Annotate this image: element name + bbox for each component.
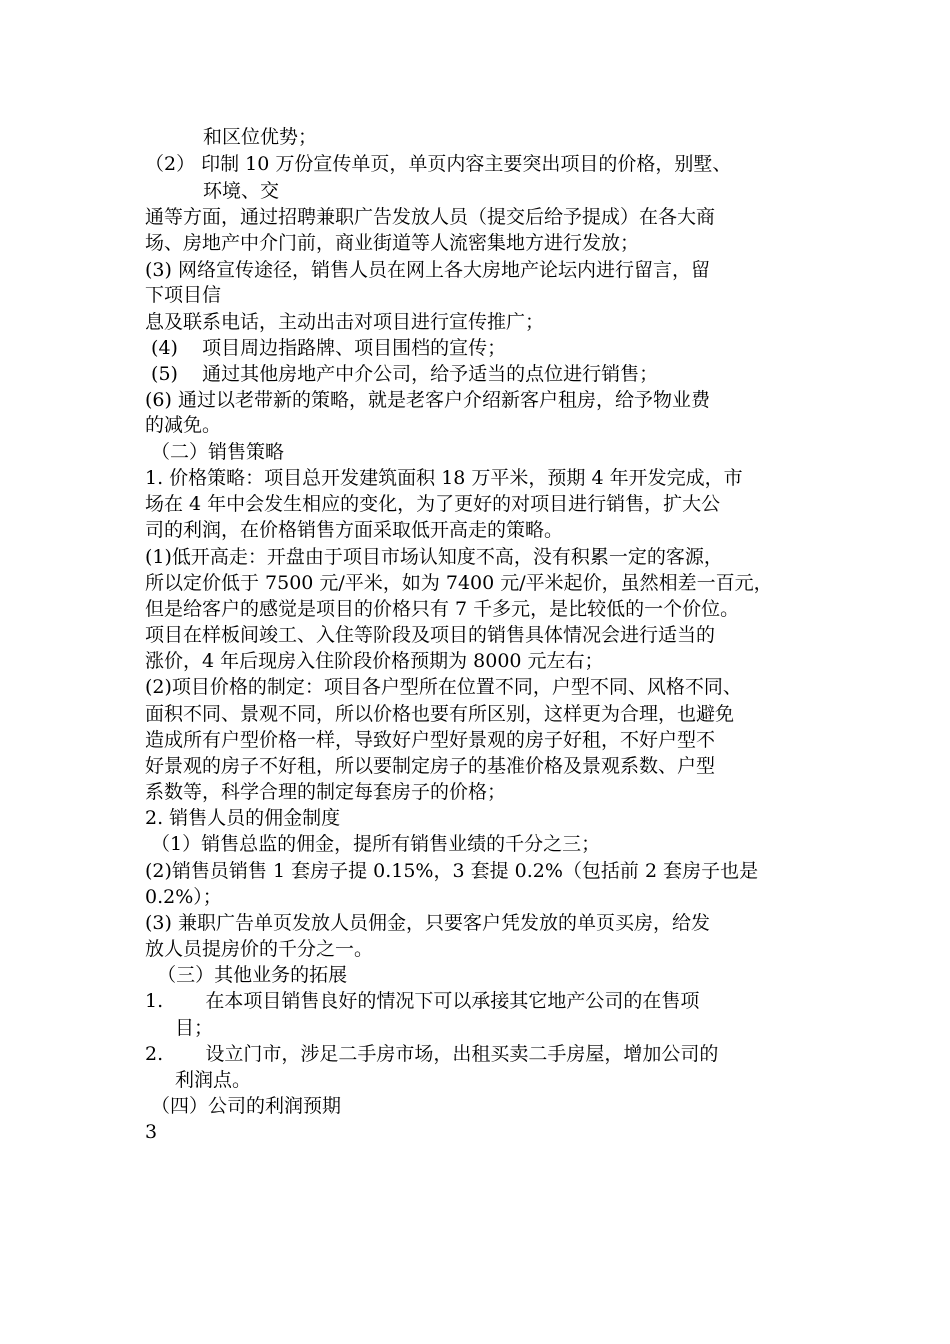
text-line: (4) 项目周边指路牌、项目围档的宣传； [145, 337, 507, 359]
text-line: (3) 兼职广告单页发放人员佣金，只要客户凭发放的单页买房，给发 [145, 912, 710, 934]
text-line: (2)项目价格的制定：项目各户型所在位置不同，户型不同、风格不同、 [145, 676, 742, 698]
text-line: 涨价，4 年后现房入住阶段价格预期为 8000 元左右； [145, 650, 604, 672]
text-line: 好景观的房子不好租，所以要制定房子的基准价格及景观系数、户型 [145, 755, 716, 777]
text-line: 环境、交 [203, 180, 280, 202]
text-line: 面积不同、景观不同，所以价格也要有所区别，这样更为合理，也避免 [145, 703, 735, 725]
text-line: 的减免。 [145, 414, 222, 436]
section-heading: （三）其他业务的拓展 [145, 964, 348, 986]
text-line: （2） 印制 10 万份宣传单页，单页内容主要突出项目的价格，别墅、 [145, 153, 732, 175]
text-line: (1)低开高走：开盘由于项目市场认知度不高，没有积累一定的客源， [145, 546, 723, 568]
page-number: 3 [145, 1121, 158, 1143]
list-item: 2. 设立门市，涉足二手房市场，出租买卖二手房屋，增加公司的 [145, 1043, 719, 1065]
text-line: 利润点。 [175, 1069, 252, 1091]
text-line: 场、房地产中介门前，商业街道等人流密集地方进行发放； [145, 232, 640, 254]
text-line: 司的利润，在价格销售方面采取低开高走的策略。 [145, 519, 564, 541]
text-line: (3) 网络宣传途径，销售人员在网上各大房地产论坛内进行留言，留 [145, 259, 710, 281]
text-line: 0.2%）； [145, 886, 222, 908]
text-line: 场在 4 年中会发生相应的变化，为了更好的对项目进行销售，扩大公 [145, 493, 721, 515]
text-line: (6) 通过以老带新的策略，就是老客户介绍新客户租房，给予物业费 [145, 389, 710, 411]
text-line: (5) 通过其他房地产中介公司，给予适当的点位进行销售； [145, 363, 659, 385]
text-line: 通等方面，通过招聘兼职广告发放人员（提交后给予提成）在各大商 [145, 206, 716, 228]
text-line: 和区位优势； [203, 126, 318, 148]
text-line: 系数等，科学合理的制定每套房子的价格； [145, 781, 507, 803]
text-line: 息及联系电话，主动出击对项目进行宣传推广； [145, 311, 545, 333]
text-line: 放人员提房价的千分之一。 [145, 938, 374, 960]
text-line: 下项目信 [145, 284, 222, 306]
text-line: 1. 价格策略：项目总开发建筑面积 18 万平米，预期 4 年开发完成，市 [145, 467, 743, 489]
text-line: 目； [175, 1017, 214, 1039]
text-line: 造成所有户型价格一样，导致好户型好景观的房子好租，不好户型不 [145, 729, 716, 751]
text-line: 2. 销售人员的佣金制度 [145, 807, 341, 829]
text-line: （1）销售总监的佣金，提所有销售业绩的千分之三； [145, 833, 601, 855]
text-line: 但是给客户的感觉是项目的价格只有 7 千多元，是比较低的一个价位。 [145, 598, 740, 620]
text-line: 项目在样板间竣工、入住等阶段及项目的销售具体情况会进行适当的 [145, 624, 716, 646]
section-heading: （二）销售策略 [145, 441, 285, 463]
section-heading: （四）公司的利润预期 [145, 1095, 342, 1117]
list-item: 1. 在本项目销售良好的情况下可以承接其它地产公司的在售项 [145, 990, 700, 1012]
text-line: (2)销售员销售 1 套房子提 0.15%，3 套提 0.2%（包括前 2 套房子也是 [145, 860, 759, 882]
text-line: 所以定价低于 7500 元/平米，如为 7400 元/平米起价，虽然相差一百元， [145, 572, 773, 594]
